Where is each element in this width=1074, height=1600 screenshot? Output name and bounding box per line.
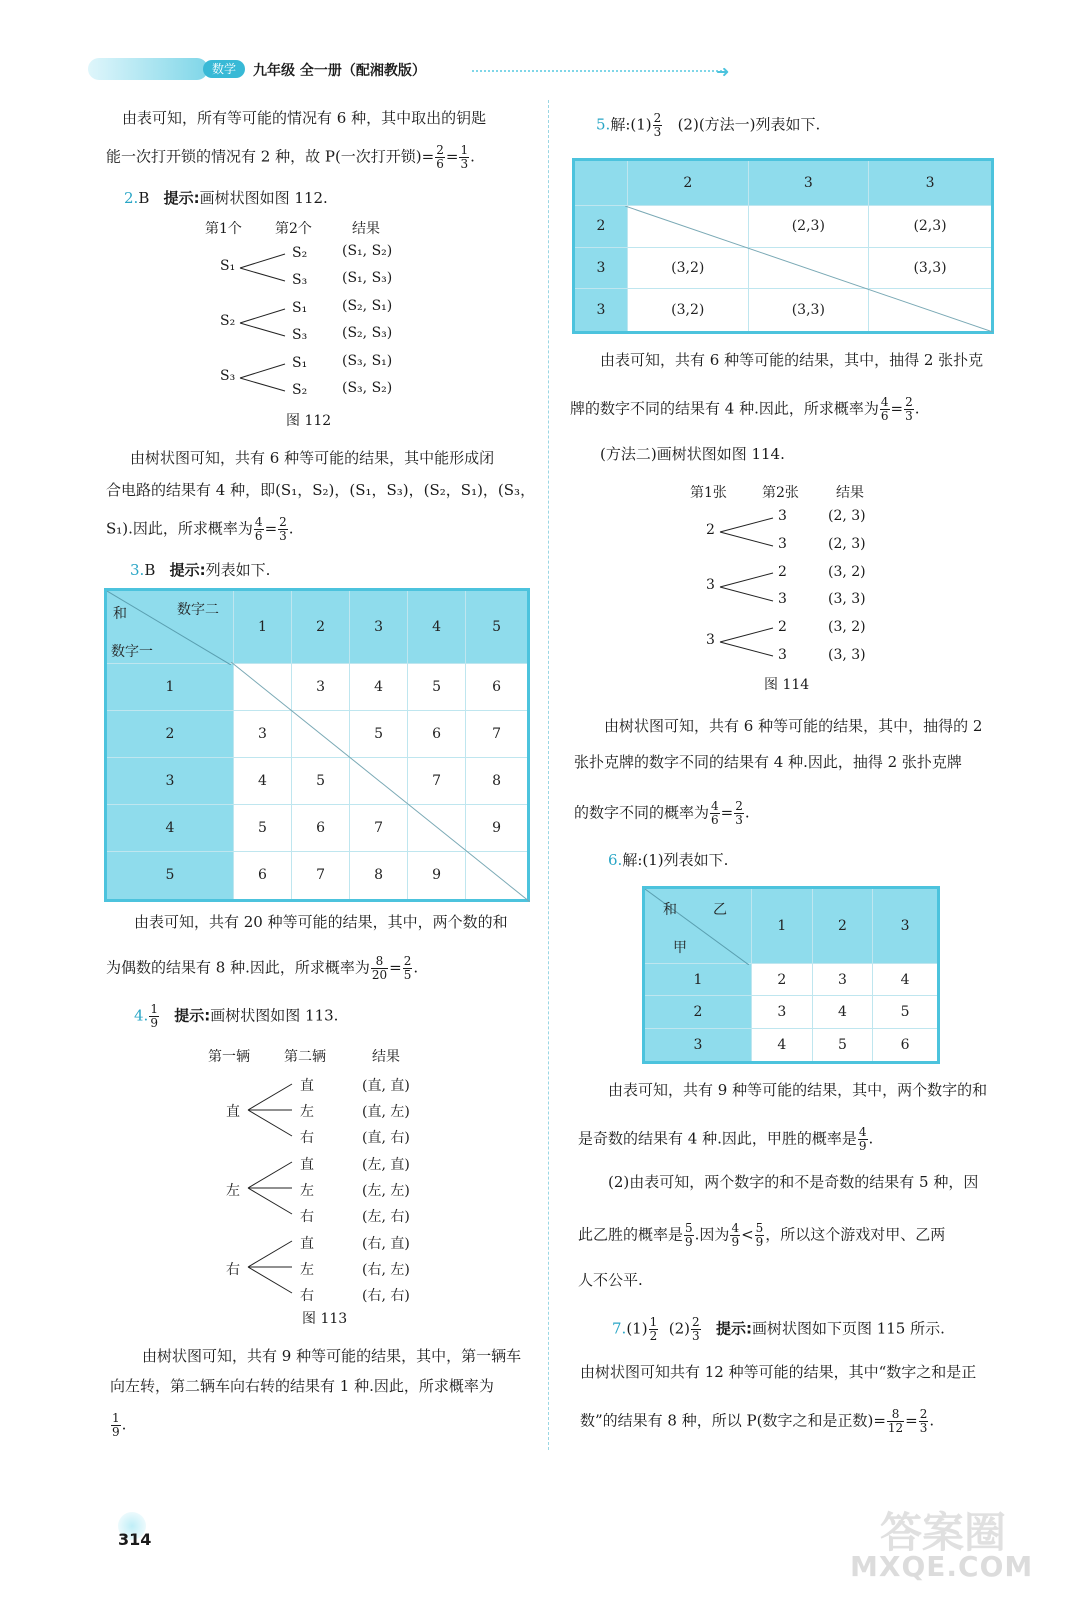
question-number: 7. [612, 1319, 627, 1338]
tree-leaf: S₃ [292, 272, 308, 288]
right-para-5-line-1: 由树状图可知共有 12 种等可能的结果，其中“数字之和是正 [580, 1363, 977, 1381]
denominator: 9 [731, 1235, 740, 1249]
text: 解:(1)列表如下. [622, 851, 729, 869]
tree-result: (S₁, S₃) [342, 270, 393, 286]
numerator: 4 [254, 515, 263, 529]
table-cell: 6 [873, 1028, 939, 1062]
text: ，所以这个游戏对甲、乙两 [765, 1225, 946, 1244]
text: .因为 [694, 1225, 730, 1244]
text: (2)(方法一)列表如下. [677, 115, 821, 134]
table-cell: 3 [812, 964, 873, 996]
col-header: 2 [628, 160, 749, 206]
tree-root: S₃ [220, 368, 236, 384]
denominator: 3 [905, 409, 913, 423]
hint-text: 画树状图如图 113. [210, 1006, 339, 1025]
table-cell: 7 [466, 710, 529, 757]
numerator: 1 [112, 1411, 120, 1425]
denominator: 9 [685, 1235, 693, 1249]
denominator: 9 [112, 1425, 120, 1439]
fraction [919, 1408, 929, 1435]
numerator: 2 [905, 395, 913, 409]
question-number: 3. [130, 561, 145, 579]
hint-label: 提示: [174, 1006, 211, 1025]
col-header: 1 [234, 590, 292, 664]
row-header: 5 [106, 851, 234, 900]
less-than: < [741, 1225, 754, 1244]
right-para-3-line-2: 是奇数的结果有 4 种.因此，甲胜的概率是 $\frac{4}{9}$ . [578, 1125, 874, 1153]
left-para-1-line-2: 能一次打开锁的情况有 2 种，故 P(一次打开锁)= $\frac{2}{6}$ = $\frac{1}{3}$ . [106, 143, 475, 171]
tree-header-2: 第2个 [275, 221, 312, 237]
tree-leaf: 右 [300, 1130, 314, 1146]
left-para-2-line-3: S₁).因此，所求概率为 $\frac{4}{6}$ = $\frac{2}{3}$ . [106, 515, 294, 543]
col-header: 3 [869, 160, 993, 206]
table-cell: 4 [812, 996, 873, 1028]
col-header: 3 [748, 160, 869, 206]
fraction [435, 144, 445, 171]
left-para-2-line-2: 合电路的结果有 4 种，即(S₁，S₂)，(S₁，S₃)，(S₂，S₁)，(S₃， [106, 481, 536, 499]
watermark-title: 答案圈 [880, 1508, 1007, 1557]
numerator: 5 [755, 1221, 764, 1235]
text: 为偶数的结果有 8 种.因此，所求概率为 [106, 958, 370, 977]
table-cell: 3 [752, 996, 813, 1028]
fraction [684, 1222, 694, 1249]
denominator: 6 [436, 157, 444, 171]
answer: B [138, 189, 150, 207]
tree-leaf: 右 [300, 1209, 314, 1225]
book-title: 九年级 全一册（配湘教版） [253, 63, 426, 79]
numerator: 8 [887, 1408, 904, 1422]
table-cell: 6 [408, 710, 466, 757]
tree-leaf: 3 [778, 536, 787, 552]
text: 此乙胜的概率是 [578, 1225, 684, 1244]
table-cell: 4 [873, 964, 939, 996]
tree-root: 右 [226, 1262, 240, 1278]
denominator: 2 [649, 1329, 658, 1343]
figure-caption: 图 113 [302, 1311, 348, 1327]
left-para-2-line-1: 由树状图可知，共有 6 种等可能的结果，其中能形成闭 [130, 449, 495, 467]
tree-header-2: 第二辆 [284, 1049, 326, 1065]
table-cell: (3,2) [628, 247, 749, 289]
table-3-diagonal [231, 662, 530, 902]
table-cell: (3,3) [869, 247, 993, 289]
col-header: 5 [466, 590, 529, 664]
row-header: 3 [106, 757, 234, 804]
right-para-5-line-2: 数”的结果有 8 种，所以 P(数字之和是正数)= $\frac{8}{12}$ = $\frac{2}{3}$ . [580, 1407, 935, 1435]
question-4 [134, 1003, 338, 1030]
left-para-4-line-3: $\frac{1}{9}$ . [112, 1411, 127, 1439]
denominator: 3 [279, 529, 287, 543]
hint-label: 提示: [169, 561, 206, 579]
tree-leaf: 2 [778, 564, 787, 580]
col-header: 2 [292, 590, 350, 664]
question-3 [130, 560, 270, 580]
tree-114-branches [715, 505, 785, 670]
fraction [904, 396, 914, 423]
question-2 [124, 188, 328, 208]
tree-result: (S₃, S₁) [342, 353, 393, 369]
sum-table-6 [642, 886, 940, 1064]
tree-leaf: 左 [300, 1104, 314, 1120]
tree-header-3: 结果 [372, 1049, 400, 1065]
text: 数”的结果有 8 种，所以 P(数字之和是正数)= [580, 1411, 886, 1430]
tree-leaf: 左 [300, 1262, 314, 1278]
tree-root: S₂ [220, 313, 236, 329]
numerator: 4 [711, 799, 719, 813]
table-cell: 5 [408, 664, 466, 711]
tree-result: (S₃, S₂) [342, 380, 393, 396]
column-divider [548, 100, 549, 1450]
numerator: 2 [919, 1407, 928, 1421]
right-para-4-line-3: 人不公平. [578, 1271, 643, 1289]
table-cell: 6 [292, 804, 350, 851]
corner-label: 和 [113, 606, 127, 622]
question-5 [596, 112, 820, 139]
table-cell: 6 [234, 851, 292, 900]
fraction [730, 1222, 740, 1249]
corner-label: 乙 [713, 902, 727, 918]
tree-leaf: 左 [300, 1183, 314, 1199]
denominator: 9 [755, 1235, 764, 1249]
corner-label: 甲 [673, 940, 687, 956]
header-banner [88, 58, 208, 80]
tree-leaf: 直 [300, 1236, 314, 1252]
fraction [734, 800, 744, 827]
numerator: 2 [692, 1315, 700, 1329]
denominator: 5 [403, 968, 412, 982]
tree-leaf: S₂ [292, 382, 308, 398]
tree-result: (S₂, S₁) [342, 298, 393, 314]
numerator: 4 [880, 395, 889, 409]
fraction [403, 955, 413, 982]
fraction [691, 1316, 701, 1343]
question-7 [612, 1316, 945, 1343]
right-para-3-line-1: 由表可知，共有 9 种等可能的结果，其中，两个数字的和 [608, 1081, 988, 1099]
col-header: 3 [873, 888, 939, 964]
tree-leaf: 3 [778, 647, 787, 663]
table-cell: (3,2) [628, 289, 749, 333]
right-para-2-line-1: 由树状图可知，共有 6 种等可能的结果，其中，抽得的 2 [604, 717, 983, 735]
watermark: MXQE.COM [850, 1550, 1034, 1583]
text: 解:(1) [610, 115, 652, 134]
fraction [710, 800, 720, 827]
tree-result: (直, 左) [362, 1104, 410, 1120]
tree-result: (3, 3) [828, 591, 866, 607]
table-cell: 7 [350, 804, 408, 851]
col-header: 2 [812, 888, 873, 964]
question-number: 4. [134, 1006, 149, 1025]
table-cell: 9 [466, 804, 529, 851]
tree-result: (2, 3) [828, 536, 866, 552]
row-header: 2 [106, 710, 234, 757]
tree-result: (左, 直) [362, 1157, 410, 1173]
corner-label: 数字一 [111, 644, 153, 660]
tree-header-1: 第1张 [690, 485, 727, 501]
denominator: 6 [254, 529, 263, 543]
left-para-4-line-1: 由树状图可知，共有 9 种等可能的结果，其中，第一辆车 [142, 1347, 522, 1365]
tree-leaf: 3 [778, 508, 787, 524]
method-two-text: (方法二)画树状图如图 114. [600, 445, 785, 463]
table-cell: 7 [292, 851, 350, 900]
col-header: 4 [408, 590, 466, 664]
tree-header-3: 结果 [836, 485, 864, 501]
col-header: 1 [752, 888, 813, 964]
denominator: 3 [735, 813, 743, 827]
question-6 [608, 850, 728, 870]
answer: B [144, 561, 156, 579]
numerator: 5 [685, 1221, 693, 1235]
tree-result: (2, 3) [828, 508, 866, 524]
right-para-4-line-1: (2)由表可知，两个数字的和不是奇数的结果有 5 种，因 [608, 1173, 979, 1191]
tree-result: (直, 直) [362, 1078, 410, 1094]
question-number: 6. [608, 851, 623, 869]
fraction [149, 1003, 159, 1030]
fraction [858, 1126, 868, 1153]
table-5-diagonal [625, 206, 993, 332]
table-cell: 6 [466, 664, 529, 711]
text: 能一次打开锁的情况有 2 种，故 P(一次打开锁)= [106, 147, 435, 166]
text: (2) [668, 1319, 690, 1338]
text: 是奇数的结果有 4 种.因此，甲胜的概率是 [578, 1129, 857, 1148]
table-corner [644, 888, 752, 964]
table-cell: 5 [292, 757, 350, 804]
denominator: 9 [150, 1016, 158, 1030]
tree-header-2: 第2张 [762, 485, 799, 501]
right-para-2-line-3: 的数字不同的概率为 $\frac{4}{6}$ = $\frac{2}{3}$ . [574, 799, 750, 827]
tree-root: 3 [706, 577, 715, 593]
tree-header-1: 第一辆 [208, 1049, 250, 1065]
text: (1) [626, 1319, 648, 1338]
figure-caption: 图 112 [286, 413, 332, 429]
table-cell: (2,3) [869, 206, 993, 248]
tree-result: (S₁, S₂) [342, 243, 393, 259]
tree-root: 直 [226, 1104, 240, 1120]
denominator: 3 [919, 1421, 928, 1435]
table-cell: 5 [873, 996, 939, 1028]
table-cell: 4 [350, 664, 408, 711]
row-header: 1 [106, 664, 234, 711]
right-para-1-line-1: 由表可知，共有 6 种等可能的结果，其中，抽得 2 张扑克 [600, 351, 984, 369]
numerator: 1 [150, 1002, 158, 1016]
denominator: 9 [858, 1139, 867, 1153]
tree-result: (S₂, S₃) [342, 325, 393, 341]
question-number: 5. [596, 115, 611, 134]
table-cell: 8 [350, 851, 408, 900]
tree-result: (直, 右) [362, 1130, 410, 1146]
col-header: 3 [350, 590, 408, 664]
tree-112-branches [230, 240, 300, 400]
page-number: 314 [118, 1530, 152, 1549]
fraction [278, 516, 288, 543]
tree-leaf: S₁ [292, 300, 308, 316]
tree-header-1: 第1个 [205, 221, 242, 237]
row-header: 2 [644, 996, 752, 1028]
numerator: 1 [649, 1315, 658, 1329]
text: S₁).因此，所求概率为 [106, 519, 253, 538]
tree-root: 2 [706, 522, 715, 538]
tree-root: 左 [226, 1183, 240, 1199]
fraction [653, 112, 663, 139]
table-cell: 5 [234, 804, 292, 851]
table-corner [574, 160, 628, 206]
tree-root: 3 [706, 632, 715, 648]
fraction [371, 955, 388, 982]
tree-header-3: 结果 [352, 221, 380, 237]
tree-leaf: 直 [300, 1078, 314, 1094]
tree-result: (3, 2) [828, 564, 866, 580]
denominator: 12 [887, 1421, 904, 1435]
tree-result: (右, 直) [362, 1236, 410, 1252]
table-corner [106, 590, 234, 664]
hint-label: 提示: [163, 189, 200, 207]
denominator: 3 [692, 1329, 700, 1343]
table-cell: 5 [812, 1028, 873, 1062]
denominator: 6 [711, 813, 719, 827]
table-cell: (3,3) [748, 289, 869, 333]
tree-result: (右, 左) [362, 1262, 410, 1278]
table-cell: 3 [292, 664, 350, 711]
left-para-3-line-2: 为偶数的结果有 8 种.因此，所求概率为 $\frac{8}{20}$ = $\frac{2}{5}$ . [106, 954, 419, 982]
table-cell: 2 [752, 964, 813, 996]
table-cell: 8 [466, 757, 529, 804]
right-para-1-line-2: 牌的数字不同的结果有 4 种.因此，所求概率为 $\frac{4}{6}$ = $\frac{2}{3}$ . [570, 395, 920, 423]
period: . [470, 147, 475, 166]
fraction [649, 1316, 659, 1343]
tree-root: S₁ [220, 258, 236, 274]
right-para-2-line-2: 张扑克牌的数字不同的结果有 4 种.因此，抽得 2 张扑克牌 [574, 753, 962, 771]
denominator: 3 [460, 157, 469, 171]
fraction [887, 1408, 904, 1435]
corner-label: 和 [663, 902, 677, 918]
denominator: 20 [371, 968, 388, 982]
tree-leaf: 直 [300, 1157, 314, 1173]
fraction [111, 1412, 121, 1439]
table-cell: 7 [408, 757, 466, 804]
numerator: 2 [735, 799, 743, 813]
header-dots [472, 70, 722, 72]
numerator: 8 [371, 955, 388, 969]
numerator: 2 [279, 515, 287, 529]
numerator: 2 [436, 143, 444, 157]
question-number: 2. [124, 189, 139, 207]
tree-leaf: 右 [300, 1288, 314, 1304]
fraction [755, 1222, 765, 1249]
tree-result: (3, 2) [828, 619, 866, 635]
fraction [459, 144, 469, 171]
hint-text: 画树状图如下页图 115 所示. [751, 1319, 945, 1338]
numerator: 4 [858, 1125, 867, 1139]
tree-result: (3, 3) [828, 647, 866, 663]
left-para-3-line-1: 由表可知，共有 20 种等可能的结果，其中，两个数的和 [134, 913, 508, 931]
hint-label: 提示: [715, 1319, 752, 1338]
fraction [880, 396, 890, 423]
row-header: 3 [644, 1028, 752, 1062]
table-cell: 9 [408, 851, 466, 900]
tree-leaf: S₂ [292, 245, 308, 261]
denominator: 6 [880, 409, 889, 423]
row-header: 1 [644, 964, 752, 996]
text: 牌的数字不同的结果有 4 种.因此，所求概率为 [570, 399, 879, 418]
header-arrow-icon: ➜ [716, 62, 730, 81]
tree-leaf: S₃ [292, 327, 308, 343]
row-header: 3 [574, 247, 628, 289]
hint-text: 画树状图如图 112. [199, 189, 328, 207]
table-cell: 4 [752, 1028, 813, 1062]
tree-result: (左, 右) [362, 1209, 410, 1225]
subject-badge: 数学 [203, 60, 245, 78]
tree-leaf: 3 [778, 591, 787, 607]
left-para-4-line-2: 向左转，第二辆车向右转的结果有 1 种.因此，所求概率为 [110, 1377, 494, 1395]
row-header: 3 [574, 289, 628, 333]
numerator: 4 [731, 1221, 740, 1235]
tree-leaf: S₁ [292, 355, 308, 371]
denominator: 3 [653, 125, 662, 139]
corner-label: 数字二 [177, 602, 219, 618]
row-header: 4 [106, 804, 234, 851]
table-cell: (2,3) [748, 206, 869, 248]
table-cell: 3 [234, 710, 292, 757]
table-cell: 4 [234, 757, 292, 804]
right-para-4-line-2 [578, 1222, 945, 1249]
text: 的数字不同的概率为 [574, 803, 710, 822]
tree-result: (右, 右) [362, 1288, 410, 1304]
fraction [254, 516, 264, 543]
tree-leaf: 2 [778, 619, 787, 635]
row-header: 2 [574, 206, 628, 248]
tree-result: (左, 左) [362, 1183, 410, 1199]
figure-caption: 图 114 [764, 677, 810, 693]
numerator: 1 [460, 143, 469, 157]
numerator: 2 [403, 954, 412, 968]
numerator: 2 [653, 111, 662, 125]
hint-text: 列表如下. [205, 561, 271, 579]
left-para-1-line-1: 由表可知，所有等可能的情况有 6 种，其中取出的钥匙 [122, 109, 487, 127]
tree-113-branches [240, 1070, 300, 1310]
table-cell: 5 [350, 710, 408, 757]
